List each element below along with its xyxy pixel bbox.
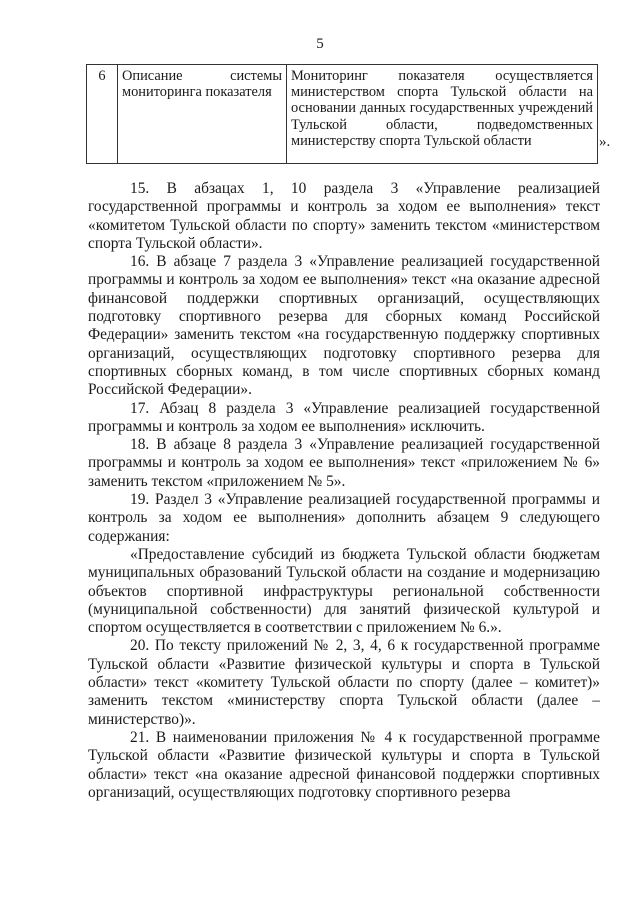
row-number: 6 [87,65,118,164]
row-description: Мониторинг показателя осуществляется министерством спорта Тульской области на основании данных государственных учреждений Тульской области, подведомственных министерству спорта Тульской области [287,65,598,164]
paragraph-18: 18. В абзаце 8 раздела 3 «Управление реализацией государственной программы и контроль за ходом ее выполнения» текст «приложением № 6» заменить текстом «приложением № 5». [88,436,600,490]
paragraph-21: 21. В наименовании приложения № 4 к государственной программе Тульской области «Развитие физической культуры и спорта в Тульской области» текст «на оказание адресной финансовой поддержки спортивных организаций, осуществляющих подготовку спортивного резерва [88,728,600,801]
paragraph-16: 16. В абзаце 7 раздела 3 «Управление реализацией государственной программы и контроль за ходом ее выполнения» текст «на оказание адресной финансовой поддержки спортивных организаций, осуществляющих подготовку спортивного резерва для сборных команд Российской Федерации» заменить текстом «на государственную поддержку спортивных организаций, осуществляющих подготовку спортивного резерва для спортивных сборных команд, в том числе спортивных сборных команд Российской Федерации». [88,253,600,399]
row-name: Описание системы мониторинга показателя [118,65,287,164]
page-number: 5 [316,36,324,52]
paragraph-17: 17. Абзац 8 раздела 3 «Управление реализацией государственной программы и контроль за ходом ее выполнения» исключить. [88,399,600,435]
paragraph-19-quote: «Предоставление субсидий из бюджета Тульской области бюджетам муниципальных образований Тульской области на создание и модернизацию объектов спортивной инфраструктуры региональной собственности (муниципальной собственности) для занятий физической культурой и спортом осуществляется в соответствии с приложением № 6.». [88,545,600,637]
paragraph-19: 19. Раздел 3 «Управление реализацией государственной программы и контроль за ходом ее выполнения» дополнить абзацем 9 следующего содержания: [88,491,600,545]
paragraph-20: 20. По тексту приложений № 2, 3, 4, 6 к государственной программе Тульской области «Развитие физической культуры и спорта в Тульской области» текст «комитету Тульской области по спорту (далее – комитет)» заменить текстом «министерству спорта Тульской области (далее – министерство)». [88,637,600,728]
closing-quote: ». [599,134,611,150]
table-row [87,65,598,164]
indicator-table [86,64,598,164]
document-body [88,180,600,802]
paragraph-15: 15. В абзацах 1, 10 раздела 3 «Управление реализацией государственной программы и контроль за ходом ее выполнения» текст «комитетом Тульской области по спорту» заменить текстом «министерством спорта Тульской области». [88,180,600,252]
